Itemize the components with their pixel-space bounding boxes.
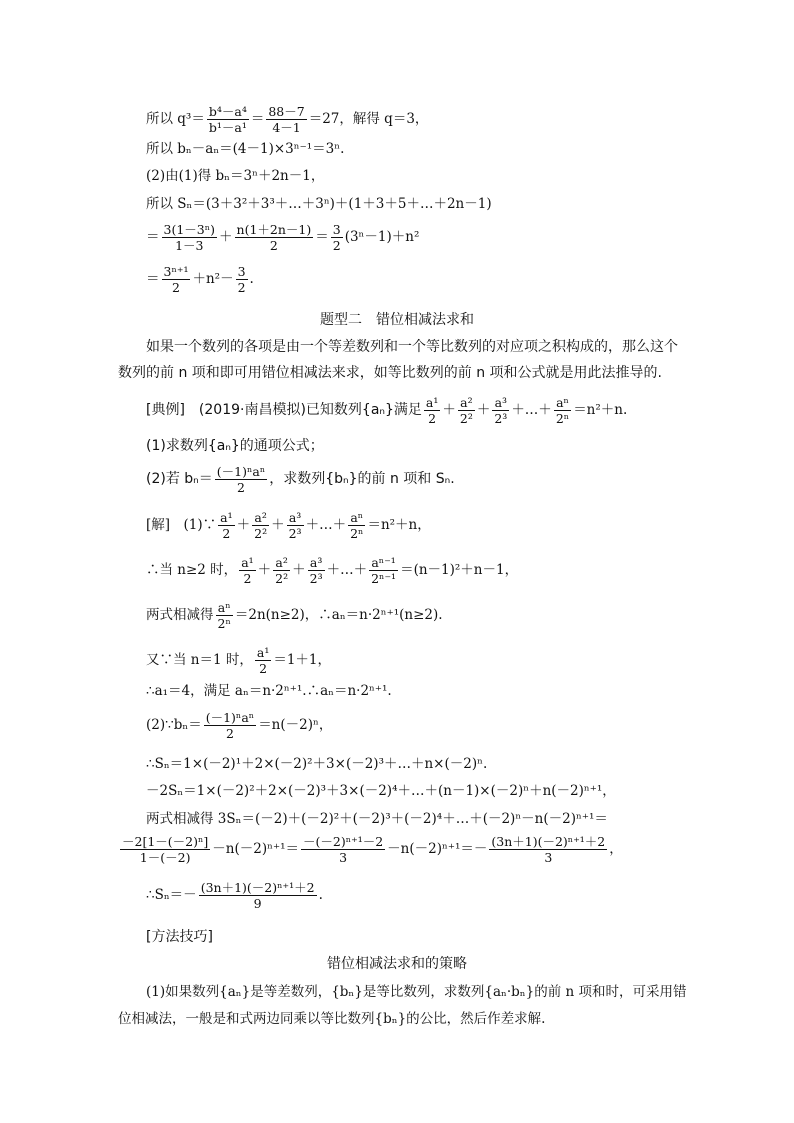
denominator: 2 bbox=[222, 526, 231, 541]
denominator: 2 bbox=[225, 726, 234, 741]
strategy-line-2: 位相减法，一般是和式两边同乘以等比数列{bₙ}的公比，然后作差求解. bbox=[118, 1011, 546, 1027]
question-2 bbox=[146, 464, 455, 495]
fraction bbox=[424, 395, 440, 426]
denominator: 3 bbox=[544, 850, 553, 865]
denominator: 2 bbox=[269, 238, 278, 253]
text: 又∵当 n＝1 时， bbox=[146, 652, 253, 668]
fraction bbox=[301, 834, 385, 865]
numerator: aⁿ bbox=[348, 510, 365, 526]
solution-line-8: －2Sₙ＝1×(－2)²＋2×(－2)³＋3×(－2)⁴＋…＋(n－1)×(－2)ⁿ＋n(－2)ⁿ⁺¹， bbox=[146, 783, 616, 799]
numerator: 3 bbox=[237, 264, 246, 279]
fraction bbox=[369, 555, 398, 586]
text: ＝ bbox=[146, 271, 160, 287]
text: ＋n²－ bbox=[192, 271, 234, 287]
numerator: aⁿ bbox=[554, 395, 571, 411]
numerator: 88－7 bbox=[268, 104, 305, 119]
text: ＋ bbox=[236, 517, 251, 533]
numerator: a¹ bbox=[220, 510, 233, 525]
denominator: 2ⁿ bbox=[555, 411, 570, 426]
text: ＝(n－1)²＋n－1， bbox=[400, 562, 519, 578]
line-q-solve bbox=[146, 104, 428, 135]
text: ， bbox=[609, 841, 623, 857]
fraction bbox=[216, 600, 233, 631]
denominator: 2ⁿ bbox=[217, 616, 231, 631]
denominator: b¹－a¹ bbox=[208, 120, 247, 135]
text: 两式相减得 bbox=[146, 607, 214, 623]
text: [解] (1)∵ bbox=[146, 517, 217, 533]
text: (3ⁿ－1)＋n² bbox=[344, 229, 420, 245]
solution-line-10 bbox=[118, 834, 623, 865]
text: ＋ bbox=[476, 402, 491, 418]
solution-line-1 bbox=[146, 510, 431, 541]
denominator: 2² bbox=[275, 571, 289, 586]
fraction bbox=[162, 264, 191, 295]
denominator: 2³ bbox=[309, 571, 323, 586]
numerator: aⁿ⁻¹ bbox=[369, 555, 398, 571]
fraction bbox=[218, 510, 234, 541]
numerator: a³ bbox=[287, 510, 304, 526]
denominator: 9 bbox=[253, 896, 262, 911]
denominator: 2 bbox=[237, 280, 246, 295]
numerator: (－1)ⁿaⁿ bbox=[216, 464, 266, 479]
text: ＝1＋1， bbox=[273, 652, 332, 668]
question-1: (1)求数列{aₙ}的通项公式； bbox=[146, 438, 324, 454]
numerator: a² bbox=[252, 510, 269, 526]
intro-paragraph-line1: 如果一个数列的各项是由一个等差数列和一个等比数列的对应项之积构成的，那么这个 bbox=[146, 339, 678, 355]
numerator: 3(1－3ⁿ) bbox=[163, 222, 216, 237]
numerator: a² bbox=[458, 395, 475, 411]
fraction bbox=[266, 104, 306, 135]
solution-line-7: ∴Sₙ＝1×(－2)¹＋2×(－2)²＋3×(－2)³＋…＋n×(－2)ⁿ. bbox=[146, 756, 488, 772]
text: ，求数列{bₙ}的前 n 项和 Sₙ. bbox=[269, 471, 455, 487]
fraction bbox=[308, 555, 325, 586]
text: ＝27，解得 q＝3， bbox=[308, 111, 429, 127]
fraction bbox=[348, 510, 365, 541]
numerator: a³ bbox=[492, 395, 509, 411]
fraction bbox=[252, 510, 269, 541]
denominator: 2 bbox=[172, 280, 180, 295]
strategy-heading: 错位相减法求和的策略 bbox=[327, 956, 467, 972]
denominator: 4－1 bbox=[272, 120, 301, 135]
fraction bbox=[199, 880, 317, 911]
fraction bbox=[255, 645, 271, 676]
text: ＝n²＋n. bbox=[573, 402, 628, 418]
text: ＋ bbox=[271, 517, 285, 533]
numerator: －(－2)ⁿ⁺¹－2 bbox=[302, 834, 384, 849]
intro-paragraph-line2: 数列的前 n 项和即可用错位相减法来求，如等比数列的前 n 项和公式就是用此法推导的. bbox=[118, 365, 662, 381]
fraction bbox=[239, 555, 255, 586]
fraction bbox=[554, 395, 571, 426]
text: －n(－2)ⁿ⁺¹＝ bbox=[212, 841, 299, 857]
denominator: 2² bbox=[254, 526, 268, 541]
text: [典例] (2019·南昌模拟)已知数列{aₙ}满足 bbox=[146, 402, 422, 418]
fraction bbox=[273, 555, 290, 586]
example-statement bbox=[146, 395, 627, 426]
fraction bbox=[162, 222, 218, 253]
line-sn-fractions bbox=[146, 222, 419, 253]
strategy-line-1: (1)如果数列{aₙ}是等差数列，{bₙ}是等比数列，求数列{aₙ·bₙ}的前 n 项和时，可采用错 bbox=[146, 984, 687, 1000]
solution-line-2 bbox=[146, 555, 518, 586]
numerator: 3ⁿ⁺¹ bbox=[163, 264, 189, 279]
numerator: (3n＋1)(－2)ⁿ⁺¹＋2 bbox=[200, 880, 315, 895]
text: ＝ bbox=[315, 229, 329, 245]
solution-line-4 bbox=[146, 645, 331, 676]
numerator: (3n＋1)(－2)ⁿ⁺¹＋2 bbox=[491, 834, 606, 849]
fraction bbox=[492, 395, 509, 426]
text: ∴当 n≥2 时， bbox=[146, 562, 238, 578]
denominator: 2ⁿ bbox=[350, 526, 364, 541]
text: ＋…＋ bbox=[326, 562, 368, 578]
line-bn-minus-an: 所以 bₙ－aₙ＝(4－1)×3ⁿ⁻¹＝3ⁿ. bbox=[146, 141, 345, 157]
denominator: 3 bbox=[339, 850, 348, 865]
fraction bbox=[235, 222, 314, 253]
text: ＋…＋ bbox=[511, 402, 552, 418]
fraction bbox=[236, 264, 248, 295]
fraction bbox=[120, 834, 210, 865]
line-part2-bn: (2)由(1)得 bₙ＝3ⁿ＋2n－1， bbox=[146, 168, 325, 184]
denominator: 2ⁿ⁻¹ bbox=[371, 571, 397, 586]
denominator: 2² bbox=[459, 411, 473, 426]
text: ＋…＋ bbox=[305, 517, 347, 533]
numerator: －2[1－(－2)ⁿ] bbox=[122, 834, 209, 849]
denominator: 2³ bbox=[288, 526, 302, 541]
text: ＝n(－2)ⁿ， bbox=[258, 717, 333, 733]
line-sn-expand: 所以 Sₙ＝(3＋3²＋3³＋…＋3ⁿ)＋(1＋3＋5＋…＋2n－1) bbox=[146, 196, 492, 212]
numerator: aⁿ bbox=[216, 600, 233, 616]
numerator: (－1)ⁿaⁿ bbox=[205, 710, 255, 725]
solution-line-11 bbox=[146, 880, 323, 911]
text: ＝2n(n≥2)，∴aₙ＝n·2ⁿ⁺¹(n≥2). bbox=[234, 607, 443, 623]
text: ∴Sₙ＝－ bbox=[146, 887, 197, 903]
text: ＋ bbox=[257, 562, 272, 578]
section-heading: 题型二 错位相减法求和 bbox=[320, 312, 474, 328]
text: . bbox=[249, 271, 254, 287]
text: ＝ bbox=[250, 111, 265, 127]
numerator: a¹ bbox=[241, 555, 254, 570]
denominator: 2 bbox=[259, 661, 268, 676]
numerator: b⁴－a⁴ bbox=[208, 104, 247, 119]
text: ＋ bbox=[292, 562, 306, 578]
numerator: 3 bbox=[332, 222, 341, 237]
solution-line-3 bbox=[146, 600, 443, 631]
numerator: a³ bbox=[308, 555, 325, 571]
method-tag: [方法技巧] bbox=[146, 929, 213, 945]
denominator: 1－(－2) bbox=[139, 850, 191, 865]
denominator: 2 bbox=[237, 480, 245, 495]
denominator: 2 bbox=[243, 571, 252, 586]
text: (2)若 bₙ＝ bbox=[146, 471, 213, 487]
denominator: 1－3 bbox=[175, 238, 204, 253]
fraction bbox=[287, 510, 304, 541]
solution-line-9: 两式相减得 3Sₙ＝(－2)＋(－2)²＋(－2)³＋(－2)⁴＋…＋(－2)ⁿ－n(－2)ⁿ⁺¹＝ bbox=[146, 811, 608, 827]
text: 所以 q³＝ bbox=[146, 111, 205, 127]
fraction bbox=[204, 710, 256, 741]
fraction bbox=[489, 834, 607, 865]
text: ＝ bbox=[146, 229, 160, 245]
text: ＋ bbox=[219, 229, 233, 245]
fraction bbox=[215, 464, 267, 495]
denominator: 2 bbox=[428, 411, 437, 426]
fraction bbox=[207, 104, 249, 135]
denominator: 2 bbox=[332, 238, 341, 253]
solution-line-6 bbox=[146, 710, 332, 741]
text: . bbox=[318, 887, 323, 903]
denominator: 2³ bbox=[494, 411, 508, 426]
solution-line-5: ∴a₁＝4，满足 aₙ＝n·2ⁿ⁺¹.∴aₙ＝n·2ⁿ⁺¹. bbox=[146, 683, 392, 699]
fraction bbox=[331, 222, 343, 253]
fraction bbox=[458, 395, 475, 426]
text: ＋ bbox=[442, 402, 456, 418]
numerator: n(1＋2n－1) bbox=[236, 222, 312, 237]
numerator: a² bbox=[273, 555, 290, 571]
line-sn-result bbox=[146, 264, 254, 295]
text: ＝n²＋n， bbox=[367, 517, 431, 533]
numerator: a¹ bbox=[256, 645, 270, 660]
text: (2)∵bₙ＝ bbox=[146, 717, 202, 733]
numerator: a¹ bbox=[425, 395, 439, 410]
text: －n(－2)ⁿ⁺¹＝－ bbox=[387, 841, 488, 857]
